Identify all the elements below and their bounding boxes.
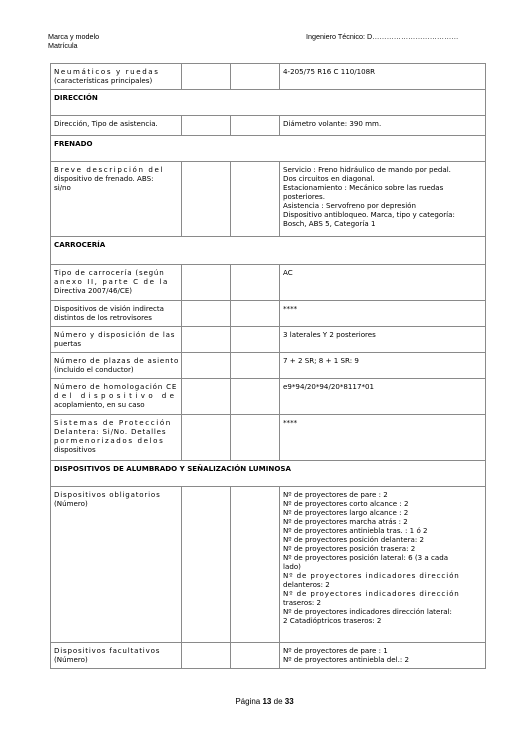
section-row	[51, 136, 486, 162]
brakes-value: Asistencia : Servofreno por depresión	[283, 201, 417, 210]
body-type-value: AC	[280, 265, 486, 301]
section-title-frenado: FRENADO	[51, 136, 486, 162]
mandatory-value: Nº de proyectores posición delantera: 2	[283, 535, 425, 544]
label-cell	[51, 301, 182, 327]
mirrors-label-2: distintos de los retrovisores	[54, 313, 152, 322]
label-cell	[51, 162, 182, 237]
empty-cell	[182, 162, 231, 237]
brakes-value: posteriores.	[283, 192, 325, 201]
seats-label: Número de plazas de asiento	[54, 356, 180, 365]
empty-cell	[231, 643, 280, 669]
brakes-value: Dos circuitos en diagonal.	[283, 174, 375, 183]
mandatory-value: Nº de proyectores antiniebla tras. : 1 ó 2	[283, 526, 428, 535]
empty-cell	[182, 301, 231, 327]
value-cell	[280, 162, 486, 237]
table-row	[51, 162, 486, 237]
label-cell	[51, 64, 182, 90]
empty-cell	[182, 265, 231, 301]
label-cell	[51, 487, 182, 643]
empty-cell	[182, 116, 231, 136]
empty-cell	[182, 353, 231, 379]
label-cell	[51, 415, 182, 461]
label-cell	[51, 265, 182, 301]
mandatory-value: Nº de proyectores posición trasera: 2	[283, 544, 416, 553]
table-row	[51, 415, 486, 461]
homologation-value: e9*94/20*94/20*8117*01	[280, 379, 486, 415]
mirrors-label: Dispositivos de visión indirecta	[54, 304, 165, 313]
section-title-lighting: DISPOSITIVOS DE ALUMBRADO Y SEÑALIZACIÓN LUMINOSA	[51, 461, 486, 487]
page-number: 13	[262, 697, 272, 706]
brakes-value: Servicio : Freno hidráulico de mando por pedal.	[283, 165, 451, 174]
empty-cell	[182, 379, 231, 415]
page-footer	[0, 697, 529, 706]
table-row	[51, 487, 486, 643]
mandatory-value: Nº de proyectores indicadores dirección	[283, 589, 460, 598]
optional-value: Nº de proyectores antiniebla del.: 2	[283, 655, 410, 664]
seats-label-2: (incluido el conductor)	[54, 365, 134, 374]
registration-label: Matrícula	[48, 41, 78, 50]
value-cell: 4-205/75 R16 C 110/108R	[280, 64, 486, 90]
homologation-label-3: acoplamiento, en su caso	[54, 400, 145, 409]
mandatory-label-2: (Número)	[54, 499, 88, 508]
empty-cell	[231, 415, 280, 461]
optional-label: Dispositivos facultativos	[54, 646, 161, 655]
empty-cell	[231, 265, 280, 301]
brakes-value: Dispositivo antibloqueo. Marca, tipo y categoría:	[283, 210, 455, 219]
homologation-label-2: del dispositivo de	[54, 391, 178, 400]
optional-label-2: (Número)	[54, 655, 88, 664]
label-cell	[51, 643, 182, 669]
empty-cell	[231, 487, 280, 643]
table-row	[51, 327, 486, 353]
doors-value: 3 laterales Y 2 posteriores	[280, 327, 486, 353]
section-row	[51, 461, 486, 487]
front-protection-label-2: Delantera: Si/No. Detalles	[54, 427, 167, 436]
table-row	[51, 379, 486, 415]
body-type-label: Tipo de carrocería (según	[54, 268, 165, 277]
mandatory-value: delanteros: 2	[283, 580, 330, 589]
section-row	[51, 237, 486, 265]
mandatory-label: Dispositivos obligatorios	[54, 490, 161, 499]
mandatory-value: Nº de proyectores indicadores dirección lateral:	[283, 607, 452, 616]
mandatory-value: traseros: 2	[283, 598, 322, 607]
empty-cell	[182, 487, 231, 643]
brakes-value: Estacionamiento : Mecánico sobre las ruedas	[283, 183, 444, 192]
steering-value: Diámetro volante: 390 mm.	[280, 116, 486, 136]
of-word: de	[273, 697, 283, 706]
page-header-left	[48, 32, 99, 50]
section-row	[51, 90, 486, 116]
page-word: Página	[235, 697, 261, 706]
mandatory-value: Nº de proyectores marcha atrás : 2	[283, 517, 408, 526]
front-protection-value: ****	[280, 415, 486, 461]
brakes-value: Bosch, ABS 5, Categoría 1	[283, 219, 376, 228]
empty-cell	[231, 327, 280, 353]
label-cell	[51, 379, 182, 415]
mandatory-value: lado)	[283, 562, 301, 571]
brakes-label-2: dispositivo de frenado. ABS:	[54, 174, 154, 183]
value-cell	[280, 487, 486, 643]
brand-model-label: Marca y modelo	[48, 32, 100, 41]
brakes-label: Breve descripción del	[54, 165, 165, 174]
empty-cell	[182, 64, 231, 90]
mandatory-value: 2 Catadióptricos traseros: 2	[283, 616, 382, 625]
mandatory-value: Nº de proyectores indicadores dirección	[283, 571, 460, 580]
mandatory-value: Nº de proyectores de pare : 2	[283, 490, 388, 499]
brakes-label-3: si/no	[54, 183, 71, 192]
empty-cell	[231, 162, 280, 237]
mandatory-value: Nº de proyectores corto alcance : 2	[283, 499, 409, 508]
vehicle-spec-table	[50, 63, 486, 669]
table-row	[51, 643, 486, 669]
empty-cell	[231, 64, 280, 90]
total-pages: 33	[284, 697, 294, 706]
label-cell	[51, 327, 182, 353]
tires-label-sub: (características principales)	[54, 76, 153, 85]
table-row	[51, 301, 486, 327]
homologation-label: Número de homologación CE	[54, 382, 178, 391]
doors-label-2: puertas	[54, 339, 82, 348]
empty-cell	[182, 643, 231, 669]
table-row	[51, 116, 486, 136]
section-title-carroceria: CARROCERÍA	[51, 237, 486, 265]
empty-cell	[182, 415, 231, 461]
optional-value: Nº de proyectores de pare : 1	[283, 646, 388, 655]
empty-cell	[231, 379, 280, 415]
front-protection-label-4: dispositivos	[54, 445, 96, 454]
empty-cell	[182, 327, 231, 353]
table-row	[51, 265, 486, 301]
mirrors-value: ****	[280, 301, 486, 327]
front-protection-label-3: pormenorizados delos	[54, 436, 165, 445]
table-row	[51, 64, 486, 90]
empty-cell	[231, 353, 280, 379]
empty-cell	[231, 301, 280, 327]
steering-label: Dirección, Tipo de asistencia.	[51, 116, 182, 136]
empty-cell	[231, 116, 280, 136]
body-type-label-3: Directiva 2007/46/CE)	[54, 286, 133, 295]
front-protection-label: Sistemas de Protección	[54, 418, 172, 427]
value-cell	[280, 643, 486, 669]
seats-value: 7 + 2 SR; 8 + 1 SR: 9	[280, 353, 486, 379]
table-row	[51, 353, 486, 379]
mandatory-value: Nº de proyectores posición lateral: 6 (3 a cada	[283, 553, 449, 562]
body-type-label-2: anexo II, parte C de la	[54, 277, 169, 286]
section-title-direccion: DIRECCIÓN	[51, 90, 486, 116]
label-cell	[51, 353, 182, 379]
tires-label: Neumáticos y ruedas	[54, 67, 160, 76]
engineer-label: Ingeniero Técnico: D………………………………	[306, 32, 459, 41]
doors-label: Número y disposición de las	[54, 330, 176, 339]
mandatory-value: Nº de proyectores largo alcance : 2	[283, 508, 409, 517]
